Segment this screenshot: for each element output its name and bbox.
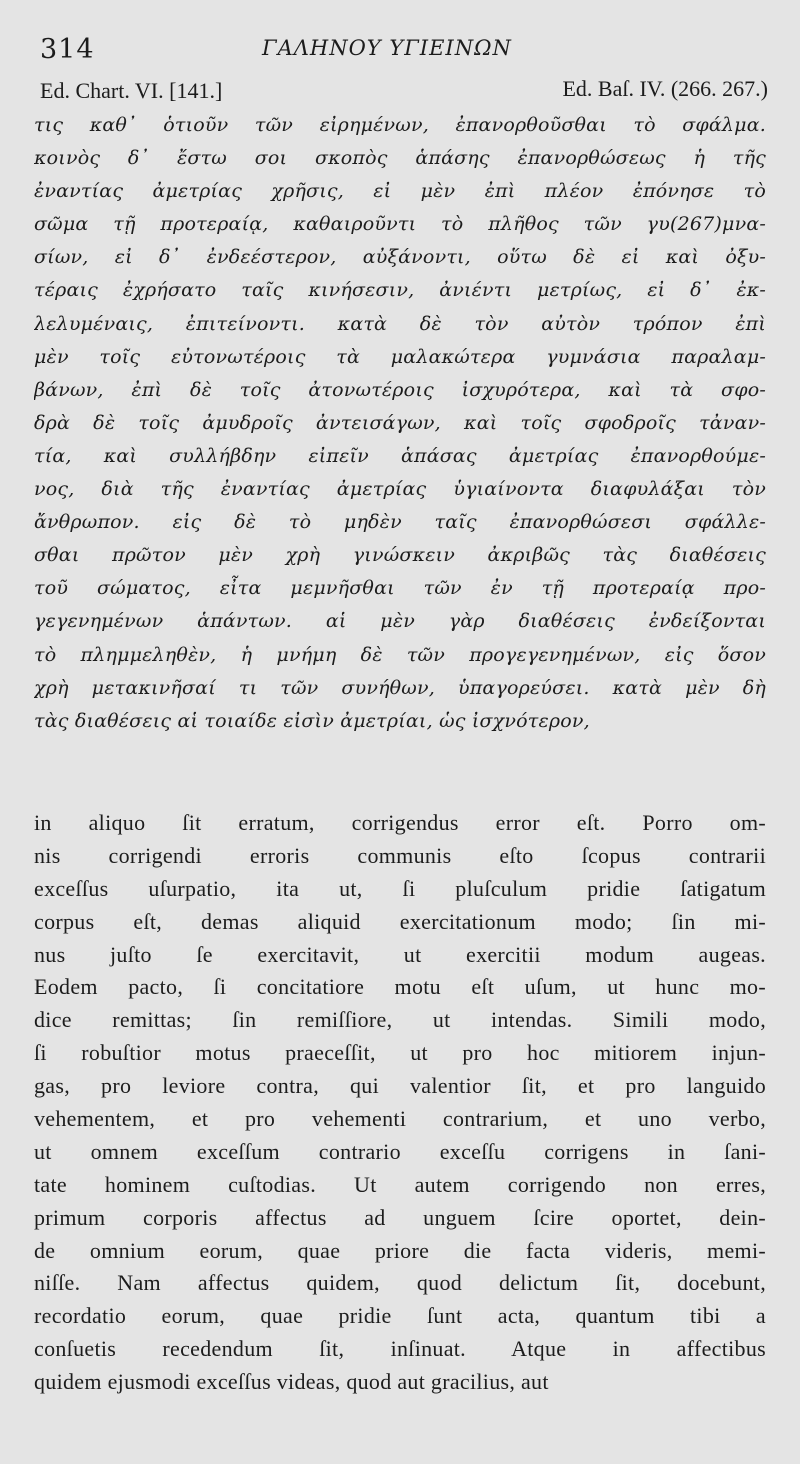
greek-text-line: νος, διὰ τῆς ἐναντίας ἀμετρίας ὑγιαίνοντα διαφυλάξαι τὸν xyxy=(34,478,766,501)
greek-text-line: σίων, εἰ δ᾽ ἐνδεέστερον, αὐξάνοντι, οὕτω δὲ εἰ καὶ ὀξυ- xyxy=(34,246,766,269)
latin-text-line: in aliquo ſit erratum, corrigendus error eſt. Porro om- xyxy=(34,810,766,835)
greek-text-line: τὰς διαθέσεις αἱ τοιαίδε εἰσὶν ἀμετρίαι, ὡς ἰσχνότερον, xyxy=(34,709,590,732)
greek-text-line: τις καθ᾽ ὁτιοῦν τῶν εἰρημένων, ἐπανορθοῦσθαι τὸ σφάλμα. xyxy=(34,114,766,136)
running-title: ΓΑΛΗΝΟΥ ΥΓΙΕΙΝΩΝ xyxy=(262,36,512,60)
greek-text-line: τέραις ἐχρήσατο ταῖς κινήσεσιν, ἀνιέντι μετρίως, εἰ δ᾽ ἐκ- xyxy=(34,279,766,302)
greek-text-line: γεγενημένων ἁπάντων. αἱ μὲν γὰρ διαθέσεις ἐνδείξονται xyxy=(34,610,766,633)
latin-text-line: quidem ejusmodi exceſſus videas, quod aut gracilius, aut xyxy=(34,1369,549,1395)
greek-text-line: δρὰ δὲ τοῖς ἀμυδροῖς ἀντεισάγων, καὶ τοῖς σφοδροῖς τἀναν- xyxy=(34,411,766,434)
greek-text-line: κοινὸς δ᾽ ἔστω σοι σκοπὸς ἁπάσης ἐπανορθώσεως ἡ τῆς xyxy=(34,147,766,170)
greek-text-line: βάνων, ἐπὶ δὲ τοῖς ἀτονωτέροις ἰσχυρότερα, καὶ τὰ σφο- xyxy=(34,378,766,401)
latin-text-line: recordatio eorum, quae pridie ſunt acta, quantum tibi a xyxy=(34,1303,766,1329)
latin-text-line: primum corporis affectus ad unguem ſcire oportet, dein- xyxy=(34,1204,766,1230)
latin-text-line: nis corrigendi erroris communis eſto ſcopus contrarii xyxy=(34,842,766,868)
greek-text-line: μὲν τοῖς εὐτονωτέροις τὰ μαλακώτερα γυμνάσια παραλαμ- xyxy=(34,345,766,368)
greek-text-line: χρὴ μετακινῆσαί τι τῶν συνήθων, ὑπαγορεύσει. κατὰ μὲν δὴ xyxy=(34,676,766,699)
latin-text-line: de omnium eorum, quae priore die facta videris, memi- xyxy=(34,1237,766,1263)
latin-text-line: gas, pro leviore contra, qui valentior ſit, et pro languido xyxy=(34,1073,766,1099)
latin-text-line: vehementem, et pro vehementi contrarium, et uno verbo, xyxy=(34,1106,766,1132)
greek-text-block xyxy=(34,109,766,738)
greek-text-line: ἄνθρωπον. εἰς δὲ τὸ μηδὲν ταῖς ἐπανορθώσεσι σφάλλε- xyxy=(34,511,766,534)
latin-text-block xyxy=(34,807,766,1399)
edition-reference-left: Ed. Chart. VI. [141.] xyxy=(40,78,223,103)
latin-text-line: ut omnem exceſſum contrario exceſſu corrigens in ſani- xyxy=(34,1138,766,1164)
greek-text-line: τὸ πλημμεληθὲν, ἡ μνήμη δὲ τῶν προγεγενημένων, εἰς ὅσον xyxy=(34,643,766,666)
greek-text-line: σθαι πρῶτον μὲν χρὴ γινώσκειν ἀκριβῶς τὰς διαθέσεις xyxy=(34,544,766,567)
latin-text-line: niſſe. Nam affectus quidem, quod delictum ſit, docebunt, xyxy=(34,1270,766,1296)
greek-text-line: ἐναντίας ἀμετρίας χρῆσις, εἰ μὲν ἐπὶ πλέον ἐπόνησε τὸ xyxy=(34,180,766,203)
latin-text-line: nus juſto ſe exercitavit, ut exercitii modum augeas. xyxy=(34,941,766,967)
latin-text-line: Eodem pacto, ſi concitatiore motu eſt uſum, ut hunc mo- xyxy=(34,974,766,1000)
page-header xyxy=(0,0,800,110)
latin-text-line: exceſſus uſurpatio, ita ut, ſi pluſculum pridie ſatigatum xyxy=(34,875,766,901)
latin-text-line: tate hominem cuſtodias. Ut autem corrigendo non erres, xyxy=(34,1171,766,1197)
greek-text-line: σῶμα τῇ προτεραίᾳ, καθαιροῦντι τὸ πλῆθος τῶν γυ(267)μνα- xyxy=(34,213,766,236)
latin-text-line: corpus eſt, demas aliquid exercitationum modo; ſin mi- xyxy=(34,908,766,934)
latin-text-line: conſuetis recedendum ſit, inſinuat. Atque in affectibus xyxy=(34,1336,766,1362)
page-number: 314 xyxy=(40,34,95,65)
edition-reference-right: Ed. Baſ. IV. (266. 267.) xyxy=(562,76,768,101)
latin-text-line: ſi robuſtior motus praeceſſit, ut pro hoc mitiorem injun- xyxy=(34,1040,766,1066)
latin-text-line: dice remittas; ſin remiſſiore, ut intendas. Simili modo, xyxy=(34,1007,766,1033)
greek-text-line: λελυμέναις, ἐπιτείνοντι. κατὰ δὲ τὸν αὐτὸν τρόπον ἐπὶ xyxy=(34,312,766,335)
greek-text-line: τοῦ σώματος, εἶτα μεμνῆσθαι τῶν ἐν τῇ προτεραίᾳ προ- xyxy=(34,577,766,600)
greek-text-line: τία, καὶ συλλήβδην εἰπεῖν ἁπάσας ἀμετρίας ἐπανορθούμε- xyxy=(34,444,766,467)
